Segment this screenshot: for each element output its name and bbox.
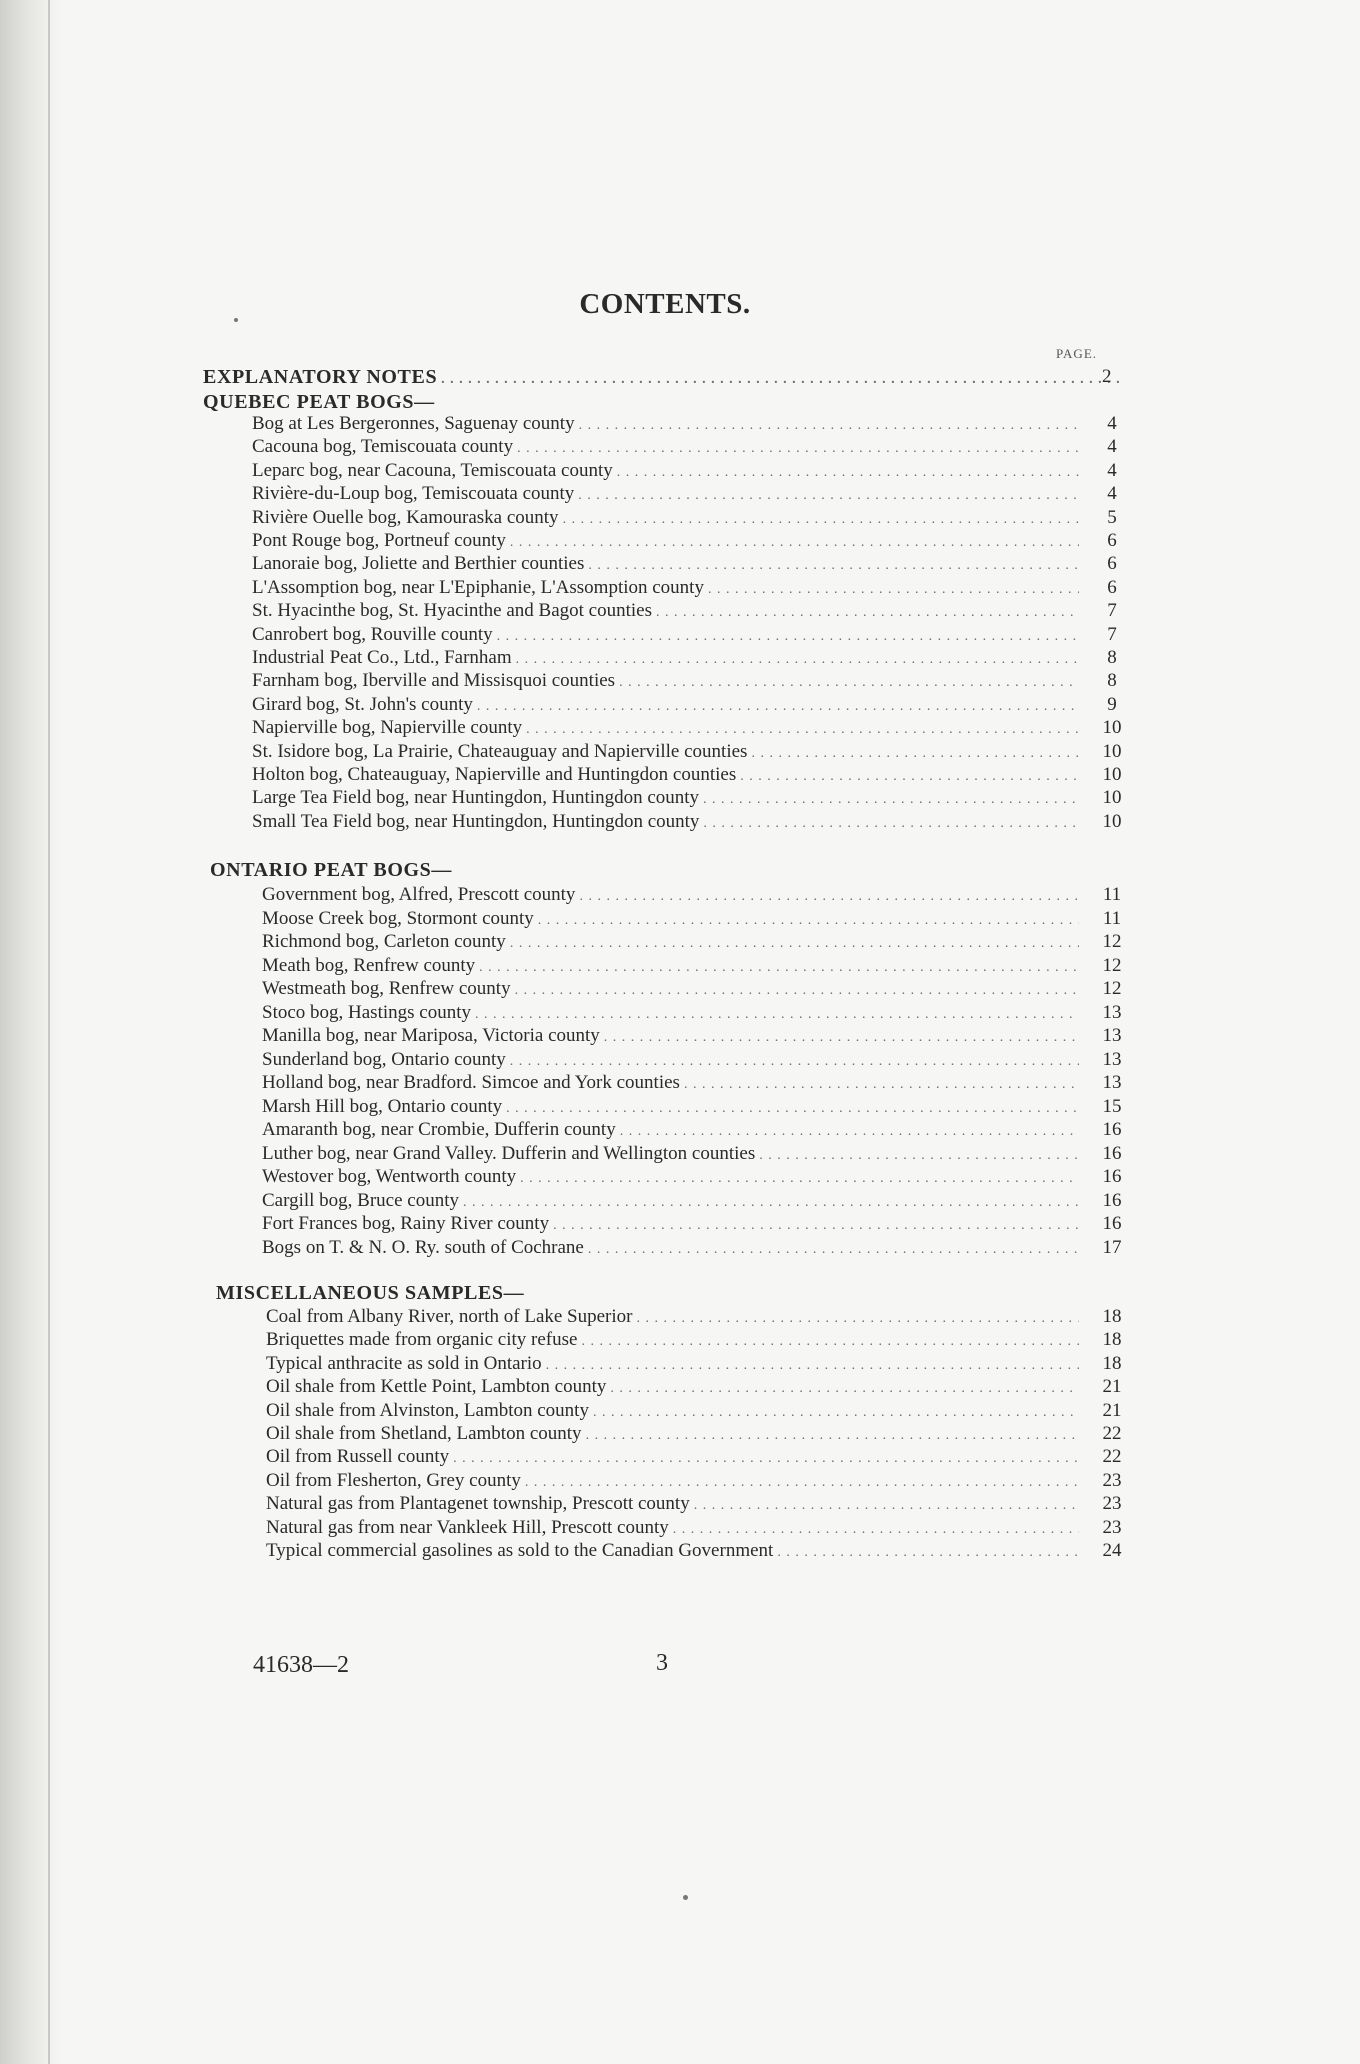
toc-entry	[262, 1119, 1127, 1141]
toc-entry-page: 18	[1102, 1329, 1122, 1351]
dot-leader	[690, 1493, 1079, 1515]
dot-leader	[582, 1423, 1079, 1445]
dot-leader	[575, 413, 1079, 435]
toc-entry	[262, 1072, 1127, 1094]
toc-entry-label: Cargill bog, Bruce county	[262, 1189, 460, 1211]
toc-entry-label: EXPLANATORY NOTES	[203, 366, 438, 388]
toc-entry	[262, 978, 1127, 1000]
toc-entry-page: 4	[1107, 483, 1117, 505]
toc-entry-page: 4	[1107, 413, 1117, 434]
toc-entry-label: Lanoraie bog, Joliette and Berthier counties	[252, 553, 585, 575]
toc-entry	[252, 436, 1127, 458]
toc-entry	[266, 1470, 1127, 1492]
toc-entry	[252, 460, 1127, 482]
toc-entry-label: Industrial Peat Co., Ltd., Farnham	[252, 647, 512, 668]
dot-leader	[584, 1237, 1079, 1259]
toc-entry-label: Moose Creek bog, Stormont county	[262, 907, 534, 929]
toc-entry-page: 8	[1107, 647, 1117, 668]
dot-leader	[704, 577, 1079, 599]
toc-entry	[252, 600, 1127, 622]
toc-entry-page: 13	[1102, 1001, 1122, 1023]
toc-entry-label: Marsh Hill bog, Ontario county	[262, 1095, 503, 1117]
dot-leader	[616, 1119, 1079, 1141]
toc-entry-page: 22	[1102, 1423, 1122, 1444]
toc-entry-page: 23	[1102, 1516, 1122, 1538]
toc-entry	[262, 1213, 1127, 1235]
toc-entry	[262, 1190, 1127, 1212]
dot-leader	[699, 787, 1079, 809]
toc-entry-page: 12	[1102, 931, 1122, 952]
toc-entry-label: Briquettes made from organic city refuse	[266, 1329, 578, 1351]
section-heading-quebec: QUEBEC PEAT BOGS—	[203, 391, 435, 413]
dot-leader	[747, 741, 1079, 763]
toc-entry-label: Government bog, Alfred, Prescott county	[262, 884, 576, 905]
toc-entry-label: Sunderland bog, Ontario county	[262, 1048, 506, 1070]
footer-print-code: 41638—2	[253, 1652, 349, 1678]
dot-leader	[633, 1306, 1080, 1328]
toc-entry	[266, 1540, 1127, 1562]
toc-entry	[252, 530, 1127, 552]
dot-leader	[652, 600, 1079, 622]
dot-leader	[449, 1446, 1079, 1468]
toc-entry-label: Fort Frances bog, Rainy River county	[262, 1213, 550, 1234]
toc-entry-page: 8	[1107, 670, 1117, 692]
section-heading-ontario: ONTARIO PEAT BOGS—	[210, 859, 452, 881]
toc-entry-page: 17	[1102, 1236, 1122, 1258]
toc-entry-page: 16	[1102, 1213, 1122, 1234]
toc-entry-page: 5	[1107, 506, 1117, 528]
toc-entry-page: 6	[1107, 553, 1117, 575]
toc-entry-page: 4	[1107, 436, 1117, 458]
toc-entry-label: Oil from Flesherton, Grey county	[266, 1469, 521, 1491]
toc-entry	[262, 1096, 1127, 1118]
toc-entry	[262, 931, 1127, 953]
toc-entry-label: Cacouna bog, Temiscouata county	[252, 436, 514, 458]
toc-entry-label: Bogs on T. & N. O. Ry. south of Cochrane	[262, 1236, 584, 1258]
ink-speck	[234, 318, 238, 322]
toc-entry	[252, 647, 1127, 669]
dot-leader	[736, 764, 1079, 786]
toc-entry-label: Manilla bog, near Mariposa, Victoria county	[262, 1025, 600, 1046]
toc-entry-label: Typical commercial gasolines as sold to the Canadian Government	[266, 1540, 774, 1561]
toc-entry-label: Holland bog, near Bradford. Simcoe and York counties	[262, 1072, 680, 1093]
toc-entry	[266, 1517, 1127, 1539]
toc-entry-label: Canrobert bog, Rouville county	[252, 623, 493, 645]
toc-entry-label: Farnham bog, Iberville and Missisquoi counties	[252, 670, 616, 692]
section-heading-misc: MISCELLANEOUS SAMPLES—	[216, 1282, 525, 1304]
toc-entry-page: 10	[1102, 717, 1122, 739]
toc-entry-explanatory	[203, 366, 1122, 389]
dot-leader	[534, 908, 1079, 930]
toc-entry-label: Oil shale from Shetland, Lambton county	[266, 1423, 582, 1444]
toc-entry-page: 18	[1102, 1352, 1122, 1374]
toc-entry	[266, 1423, 1127, 1445]
toc-entry	[266, 1400, 1127, 1422]
toc-entry	[266, 1446, 1127, 1468]
toc-entry-page: 24	[1102, 1540, 1122, 1561]
toc-entry-page: 11	[1102, 884, 1122, 905]
toc-entry	[262, 1002, 1127, 1024]
toc-entry-page: 16	[1102, 1166, 1122, 1187]
toc-entry	[252, 764, 1127, 786]
toc-entry	[266, 1353, 1127, 1375]
toc-entry-page: 16	[1102, 1142, 1122, 1164]
dot-leader	[755, 1143, 1079, 1165]
dot-leader	[773, 1540, 1079, 1562]
toc-entry-label: Small Tea Field bog, near Huntingdon, Huntingdon county	[252, 810, 700, 832]
dot-leader	[506, 530, 1079, 552]
toc-entry	[262, 1237, 1127, 1259]
dot-leader	[575, 884, 1079, 906]
toc-entry-page: 13	[1102, 1072, 1122, 1093]
toc-entry-page: 13	[1102, 1048, 1122, 1070]
toc-entry-page: 18	[1102, 1306, 1122, 1327]
toc-entry-label: Oil shale from Alvinston, Lambton county	[266, 1399, 589, 1421]
toc-entry	[252, 694, 1127, 716]
toc-entry	[252, 553, 1127, 575]
dot-leader	[493, 624, 1079, 646]
toc-entry-page: 10	[1102, 810, 1122, 832]
dot-leader	[600, 1025, 1079, 1047]
toc-entry-label: Large Tea Field bog, near Huntingdon, Huntingdon county	[252, 787, 700, 809]
toc-entry-label: Typical anthracite as sold in Ontario	[266, 1352, 542, 1374]
toc-entry-page: 15	[1102, 1095, 1122, 1117]
toc-entry-page: 21	[1102, 1399, 1122, 1421]
toc-entry	[252, 577, 1127, 599]
toc-entry-label: Napierville bog, Napierville county	[252, 717, 523, 739]
toc-entry-label: Leparc bog, near Cacouna, Temiscouata county	[252, 459, 613, 481]
dot-leader	[559, 507, 1079, 529]
dot-leader	[577, 1329, 1079, 1351]
dot-leader	[459, 1190, 1079, 1212]
dot-leader	[437, 366, 1122, 389]
dot-leader	[584, 553, 1079, 575]
toc-entry-page: 6	[1107, 530, 1117, 551]
toc-entry-page: 16	[1102, 1119, 1122, 1140]
dot-leader	[606, 1376, 1079, 1398]
toc-entry-label: Westmeath bog, Renfrew county	[262, 978, 511, 999]
toc-entry	[252, 811, 1127, 833]
toc-entry-label: St. Hyacinthe bog, St. Hyacinthe and Bagot counties	[252, 600, 652, 622]
toc-entry-label: Luther bog, near Grand Valley. Dufferin and Wellington counties	[262, 1142, 756, 1164]
dot-leader	[615, 670, 1079, 692]
toc-entry	[262, 1143, 1127, 1165]
dot-leader	[506, 931, 1079, 953]
dot-leader	[475, 955, 1079, 977]
dot-leader	[542, 1353, 1079, 1375]
toc-entry	[252, 741, 1127, 763]
toc-entry-page: 16	[1102, 1189, 1122, 1211]
toc-entry-label: Coal from Albany River, north of Lake Superior	[266, 1306, 633, 1327]
toc-entry-page: 10	[1102, 764, 1122, 785]
toc-entry-label: Bog at Les Bergeronnes, Saguenay county	[252, 413, 575, 434]
toc-entry	[266, 1306, 1127, 1328]
toc-entry-page: 12	[1102, 978, 1122, 999]
dot-leader	[613, 460, 1079, 482]
toc-entry	[262, 1166, 1127, 1188]
toc-entry-page: 22	[1102, 1446, 1122, 1468]
toc-entry	[262, 955, 1127, 977]
toc-entry-label: Holton bog, Chateauguay, Napierville and Huntingdon counties	[252, 764, 737, 785]
toc-entry-label: Amaranth bog, near Crombie, Dufferin county	[262, 1119, 616, 1140]
dot-leader	[680, 1072, 1079, 1094]
toc-entry	[262, 908, 1127, 930]
toc-entry-label: Stoco bog, Hastings county	[262, 1001, 471, 1023]
dot-leader	[516, 1166, 1079, 1188]
dot-leader	[549, 1213, 1079, 1235]
toc-entry-label: Richmond bog, Carleton county	[262, 931, 506, 952]
toc-entry	[266, 1376, 1127, 1398]
toc-entry-label: Natural gas from near Vankleek Hill, Prescott county	[266, 1516, 669, 1538]
toc-entry-page: 2	[1101, 366, 1113, 387]
dot-leader	[502, 1096, 1079, 1118]
dot-leader	[473, 694, 1079, 716]
dot-leader	[512, 647, 1079, 669]
toc-entry-label: Oil shale from Kettle Point, Lambton county	[266, 1376, 607, 1398]
toc-entry-label: St. Isidore bog, La Prairie, Chateauguay and Napierville counties	[252, 740, 748, 762]
toc-entry-page: 10	[1102, 787, 1122, 809]
toc-entry-label: Rivière-du-Loup bog, Temiscouata county	[252, 483, 575, 505]
dot-leader	[506, 1049, 1079, 1071]
toc-entry	[252, 787, 1127, 809]
toc-entry-label: Westover bog, Wentworth county	[262, 1166, 517, 1187]
toc-entry-label: Pont Rouge bog, Portneuf county	[252, 530, 506, 551]
dot-leader	[522, 717, 1079, 739]
toc-entry	[252, 717, 1127, 739]
toc-entry-page: 7	[1107, 623, 1117, 645]
toc-entry	[252, 507, 1127, 529]
dot-leader	[471, 1002, 1079, 1024]
page-title: CONTENTS.	[579, 288, 751, 320]
toc-entry	[266, 1493, 1127, 1515]
toc-entry-page: 9	[1107, 693, 1117, 715]
dot-leader	[589, 1400, 1079, 1422]
toc-entry-label: Natural gas from Plantagenet township, Prescott county	[266, 1493, 690, 1515]
toc-entry	[262, 1049, 1127, 1071]
toc-entry-page: 10	[1102, 740, 1122, 762]
dot-leader	[521, 1470, 1079, 1492]
toc-entry	[252, 624, 1127, 646]
toc-entry-page: 4	[1107, 459, 1117, 481]
toc-entry-page: 21	[1102, 1376, 1122, 1398]
toc-entry-page: 6	[1107, 576, 1117, 598]
dot-leader	[699, 811, 1079, 833]
dot-leader	[669, 1517, 1079, 1539]
dot-leader	[513, 436, 1079, 458]
toc-entry-page: 11	[1102, 907, 1122, 929]
dot-leader	[574, 483, 1079, 505]
toc-entry-page: 13	[1102, 1025, 1122, 1046]
toc-entry	[252, 483, 1127, 505]
ink-speck	[683, 1895, 688, 1900]
toc-entry-label: Meath bog, Renfrew county	[262, 954, 476, 976]
toc-entry-page: 23	[1102, 1493, 1122, 1515]
toc-entry	[262, 1025, 1127, 1047]
toc-entry-label: L'Assomption bog, near L'Epiphanie, L'Assomption county	[252, 576, 704, 598]
toc-entry	[262, 884, 1127, 906]
toc-entry-label: Rivière Ouelle bog, Kamouraska county	[252, 506, 559, 528]
toc-entry-label: Oil from Russell county	[266, 1446, 450, 1468]
toc-entry	[252, 413, 1127, 435]
toc-entry-page: 7	[1107, 600, 1117, 622]
toc-entry-page: 12	[1102, 954, 1122, 976]
toc-entry	[252, 670, 1127, 692]
dot-leader	[511, 978, 1079, 1000]
toc-entry-page: 23	[1102, 1469, 1122, 1491]
footer-page-number: 3	[656, 1650, 668, 1676]
toc-entry	[266, 1329, 1127, 1351]
toc-entry-label: Girard bog, St. John's county	[252, 693, 473, 715]
page-column-header: PAGE.	[1056, 346, 1098, 361]
